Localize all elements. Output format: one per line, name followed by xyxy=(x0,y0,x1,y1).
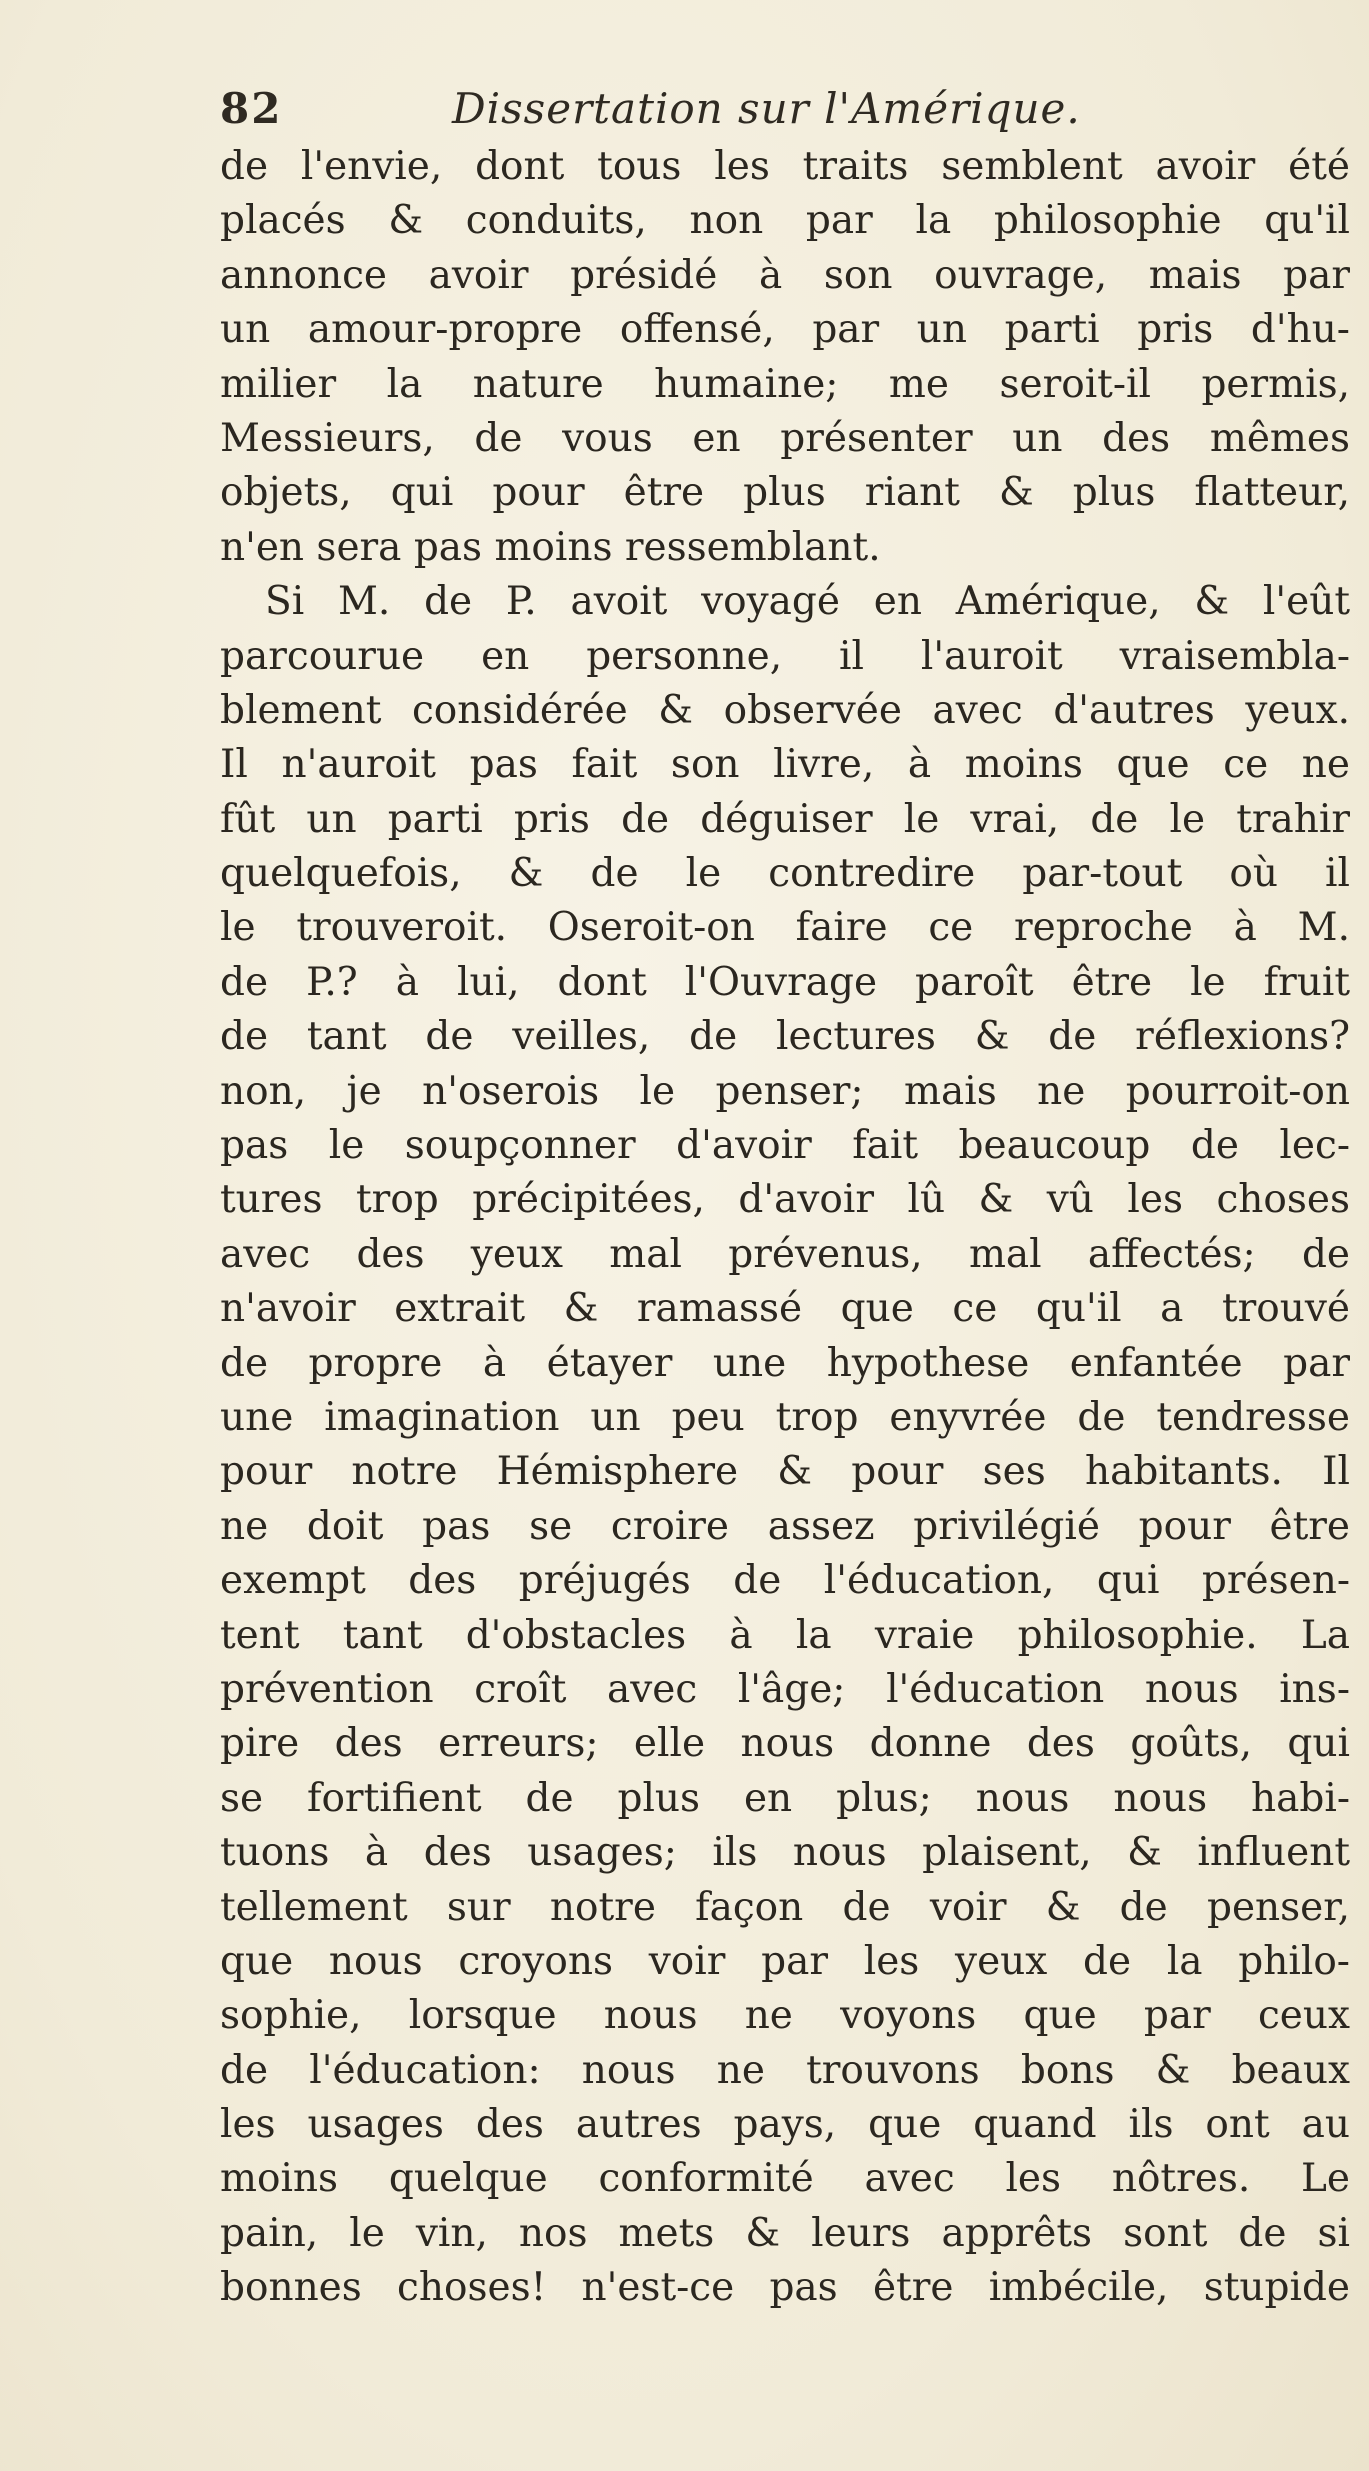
text-line: de tant de veilles, de lectures & de réflexions? xyxy=(220,1014,1350,1060)
text-line: Si M. de P. avoit voyagé en Amérique, & l'eût xyxy=(265,579,1350,625)
text-line: tent tant d'obstacles à la vraie philosophie. La xyxy=(220,1612,1350,1658)
text-line: pour notre Hémisphere & pour ses habitants. Il xyxy=(220,1449,1350,1495)
text-line: moins quelque conformité avec les nôtres. Le xyxy=(220,2156,1350,2202)
text-line: non, je n'oserois le penser; mais ne pourroit-on xyxy=(220,1068,1350,1114)
paragraph-continued xyxy=(220,140,1350,575)
text-line: objets, qui pour être plus riant & plus flatteur, xyxy=(220,470,1350,516)
text-line: pas le soupçonner d'avoir fait beaucoup de lec- xyxy=(220,1123,1350,1169)
text-line: avec des yeux mal prévenus, mal affectés; de xyxy=(220,1231,1350,1277)
text-line: le trouveroit. Oseroit-on faire ce reproche à M. xyxy=(220,905,1350,951)
text-line: quelquefois, & de le contredire par-tout où il xyxy=(220,851,1350,897)
text-line: exempt des préjugés de l'éducation, qui présen- xyxy=(220,1558,1350,1604)
text-line: fût un parti pris de déguiser le vrai, de le trahir xyxy=(220,796,1350,842)
paragraph-main xyxy=(220,575,1350,2316)
text-line: placés & conduits, non par la philosophie qu'il xyxy=(220,198,1350,244)
text-line: tures trop précipitées, d'avoir lû & vû les choses xyxy=(220,1177,1350,1223)
text-line: parcourue en personne, il l'auroit vraisembla- xyxy=(220,633,1350,679)
text-line: bonnes choses! n'est-ce pas être imbécile, stupide xyxy=(220,2265,1350,2311)
text-line: milier la nature humaine; me seroit-il permis, xyxy=(220,361,1350,407)
text-line: pire des erreurs; elle nous donne des goûts, qui xyxy=(220,1721,1350,1767)
text-line: n'avoir extrait & ramassé que ce qu'il a trouvé xyxy=(220,1286,1350,1332)
text-line: pain, le vin, nos mets & leurs apprêts sont de si xyxy=(220,2210,1350,2256)
page-number: 82 xyxy=(220,84,283,133)
text-line: n'en sera pas moins ressemblant. xyxy=(220,524,881,570)
running-title: Dissertation sur l'Amérique. xyxy=(452,84,1081,133)
text-line: les usages des autres pays, que quand ils ont au xyxy=(220,2102,1350,2148)
text-line: annonce avoir présidé à son ouvrage, mais par xyxy=(220,252,1350,298)
page-text xyxy=(220,78,1350,2316)
text-line: blement considérée & observée avec d'autres yeux. xyxy=(220,687,1350,733)
text-line: de P.? à lui, dont l'Ouvrage paroît être le fruit xyxy=(220,959,1350,1005)
text-line: que nous croyons voir par les yeux de la philo- xyxy=(220,1938,1350,1984)
text-line: de l'éducation: nous ne trouvons bons & beaux xyxy=(220,2047,1350,2093)
text-line: tellement sur notre façon de voir & de penser, xyxy=(220,1884,1350,1930)
text-line: tuons à des usages; ils nous plaisent, & influent xyxy=(220,1830,1350,1876)
text-line: Messieurs, de vous en présenter un des mêmes xyxy=(220,415,1350,461)
text-line: de l'envie, dont tous les traits semblent avoir été xyxy=(220,144,1350,189)
text-line: prévention croît avec l'âge; l'éducation nous ins- xyxy=(220,1666,1350,1712)
text-line: se fortifient de plus en plus; nous nous habi- xyxy=(220,1775,1350,1821)
text-line: sophie, lorsque nous ne voyons que par ceux xyxy=(220,1993,1350,2039)
running-head xyxy=(220,78,1350,140)
text-line: ne doit pas se croire assez privilégié pour être xyxy=(220,1503,1350,1549)
text-line: de propre à étayer une hypothese enfantée par xyxy=(220,1340,1350,1386)
text-line: une imagination un peu trop enyvrée de tendresse xyxy=(220,1394,1350,1440)
text-line: un amour-propre offensé, par un parti pris d'hu- xyxy=(220,307,1350,353)
text-line: Il n'auroit pas fait son livre, à moins que ce ne xyxy=(220,742,1350,788)
